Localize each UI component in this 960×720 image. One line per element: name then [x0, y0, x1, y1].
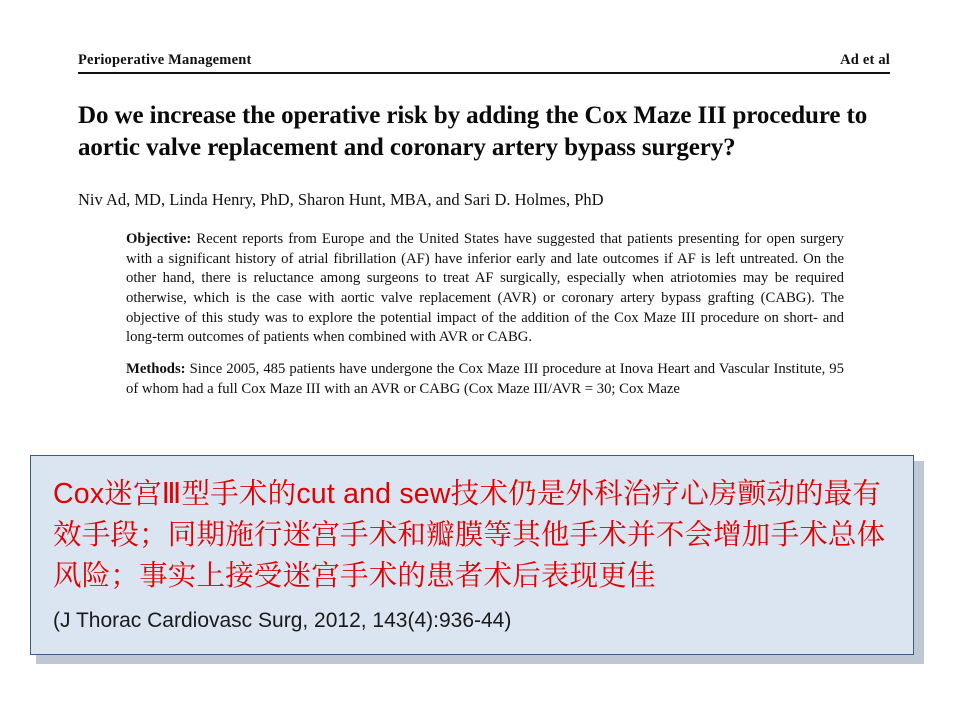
abstract-objective: [126, 230, 844, 348]
abstract-methods-text: Since 2005, 485 patients have undergone the Cox Maze III procedure at Inova Heart and Vascular Institute, 95 of whom had a full Cox Maze III with an AVR or CABG (Cox Maze III/AVR = 30; Cox Maze: [126, 361, 844, 397]
abstract-objective-label: Objective:: [126, 231, 192, 247]
abstract-methods-label: Methods:: [126, 361, 186, 378]
callout-main-text: Cox迷宫Ⅲ型手术的cut and sew技术仍是外科治疗心房颤动的最有效手段；同期施行迷宫手术和瓣膜等其他手术并不会增加手术总体风险；事实上接受迷宫手术的患者术后表现更佳: [53, 478, 886, 593]
callout-box: [30, 455, 914, 655]
journal-page: [78, 52, 890, 412]
running-head-left: Perioperative Management: [78, 52, 252, 68]
article-authors: Niv Ad, MD, Linda Henry, PhD, Sharon Hunt, MBA, and Sari D. Holmes, PhD: [78, 190, 604, 209]
running-head-right: Ad et al: [840, 52, 890, 68]
abstract: [126, 230, 844, 400]
callout-reference: (J Thorac Cardiovasc Surg, 2012, 143(4):936-44): [53, 609, 512, 633]
article-title: Do we increase the operative risk by adding the Cox Maze III procedure to aortic valve replacement and coronary artery bypass surgery?: [78, 102, 868, 161]
abstract-methods: [126, 360, 844, 399]
abstract-objective-text: Recent reports from Europe and the United States have suggested that patients presenting for open surgery with a significant history of atrial fibrillation (AF) have inferior early and late outcomes if AF is left untreated. On the other hand, there is reluctance among surgeons to treat AF surgically, especially when atriotomies may be required otherwise, which is the case with aortic valve replacement (AVR) or coronary artery bypass grafting (CABG). The objective of this study was to explore the potential impact of the addition of the Cox Maze III procedure on short- and long-term outcomes of patients when combined with AVR or CABG.: [126, 231, 844, 346]
running-head: [78, 52, 890, 74]
